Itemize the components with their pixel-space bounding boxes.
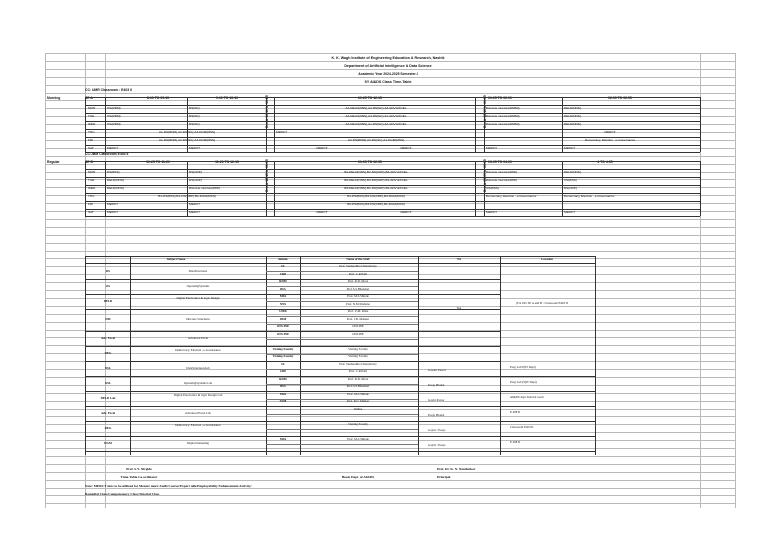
staff-initials: RDM	[279, 376, 287, 381]
day-cell: MON	[88, 106, 96, 110]
grid-line	[45, 93, 735, 94]
tt-row-border	[85, 161, 700, 162]
subject-name: Digital Electronics & logic Design Lab	[173, 393, 223, 397]
staff-name: Prof. U.M. Rane	[347, 309, 369, 313]
subject-name: DataStructures	[188, 268, 208, 273]
lecture-cell: DELD(NNS)	[564, 106, 581, 110]
lecture-cell: DS(CRP)	[189, 170, 202, 174]
lecture-cell: Democracy, Election , e-Governance	[486, 193, 537, 198]
department-name: Department of Artificial Intelligence & Data Science	[344, 64, 432, 68]
subject-code: DEG	[104, 426, 112, 430]
lecture-cell: A1-DS(RDM),A2-DS(SC),A3-DGM(MSS)	[158, 129, 216, 134]
lecture-cell: DELD(NNS)	[107, 177, 124, 182]
lab-ta: Pooja Phadol	[428, 383, 445, 387]
note-line-1: Note: MERCT slots to be utilized for Mentor meet/ Audit Course/Expert talk/Employability Enhancement Activity/	[85, 484, 252, 488]
lab-location: AI&DS dept Tutorial room	[510, 395, 544, 399]
subject-code: OSL	[104, 381, 112, 385]
principal-name: Prof. Dr. K. N. Nandurkar	[437, 467, 476, 471]
staff-divider	[266, 354, 418, 355]
subject-name: Advanced Excel Lab	[185, 411, 211, 415]
cc-label: CC: UMR Classroom : E403 II	[85, 88, 132, 92]
subject-code: DM	[105, 317, 111, 322]
staff-divider	[266, 324, 418, 325]
lab-cell: B2-DELD(NNS),B3-DS(CRP),B1-ADV EXCEL	[344, 177, 408, 182]
m-time-2: 9:10 TO 10:10	[216, 96, 238, 100]
staff-name: ONLINE	[352, 331, 364, 336]
lab-cell: MERCT	[400, 145, 412, 150]
subject-name: OperatingSystems	[186, 283, 210, 288]
staff-divider	[266, 414, 418, 415]
lecture-cell: A1-DS(RDM),A2-DS(SC),A3-DGM(MSS)	[158, 137, 216, 142]
grid-line	[45, 258, 735, 259]
grid-line	[45, 85, 735, 86]
subject-name: Digital Electronics & logic Design	[176, 295, 220, 300]
lab-ta: Gaytri / Pooja	[428, 443, 446, 447]
lab-cell: MERCT	[276, 129, 287, 134]
staff-name: Prof. C.R.Patil	[348, 271, 368, 276]
grid-line	[45, 100, 735, 101]
staff-initials: MSS	[279, 391, 287, 396]
staff-initials: SC	[281, 264, 285, 268]
staff-initials: Visiting Faculty	[272, 346, 294, 351]
staff-name: Prof.S.S.Bhandari	[346, 286, 370, 291]
grid-line	[45, 448, 735, 449]
staff-initials: JBM	[279, 316, 287, 321]
lecture-cell: MERCT	[189, 201, 200, 206]
staff-initials: MSS	[279, 436, 287, 441]
lecture-cell: Discrete stucture(RMMI)	[486, 113, 520, 118]
grid-line	[45, 243, 735, 244]
lecture-cell: OS(RDM)	[107, 121, 121, 126]
subject-name: Democracy, Election , e-Governance	[175, 423, 221, 427]
regular-division: SE B	[85, 160, 93, 164]
m-time-5: 02:00 TO 02:55	[608, 96, 632, 100]
staff-name: Prof. Sandeedhra Chakraborty	[339, 361, 377, 366]
lab-location: E 408 II	[510, 410, 521, 414]
tt-row-border	[85, 97, 700, 98]
subject-name: Democracy, Election , e-Governance	[175, 348, 221, 352]
subject-row-border	[85, 421, 595, 422]
morning-label: Morning	[47, 96, 61, 100]
lecture-cell: MERCT	[604, 129, 616, 134]
lecture-cell: OS(RDM)	[107, 106, 121, 110]
lecture-cell: DS(CRP)	[564, 185, 577, 190]
lab-location: Classroom E403 II	[510, 425, 534, 429]
lab-cell: MERCT	[400, 209, 412, 214]
grid-line	[45, 503, 735, 504]
staff-divider	[266, 399, 418, 400]
subject-name: Digital marketing	[187, 441, 209, 445]
staff-name: Prof.S.S.Bhandari	[346, 384, 370, 388]
grid-line	[45, 235, 735, 236]
lab-ta: Pooja Phadol	[428, 413, 445, 417]
hod-label: Head, Dept. of AI&DS	[341, 475, 375, 479]
morning-division: SE A	[85, 96, 93, 100]
lecture-cell: MERCT	[189, 145, 200, 150]
lecture-cell: MERCT	[564, 145, 575, 150]
break-label-2: Break 12:15 to 01:05	[483, 95, 487, 128]
lecture-cell: Discrete stucture(RMI)	[486, 177, 517, 182]
lab-cell: B1-DS(BSS),B2-DS(CRP),B3-DGM(MSS)	[347, 193, 405, 198]
grid-line	[45, 156, 735, 157]
theory-ta: NA	[456, 306, 462, 310]
lab-cell: MERCT	[316, 209, 328, 214]
tt-col-border	[700, 97, 701, 152]
lab-ta: Gayatri Pawar	[428, 368, 446, 372]
subject-col-border	[130, 256, 131, 455]
r-time-2: 11:20 TO 12:15	[215, 160, 239, 164]
grid-col	[735, 53, 736, 508]
grid-line	[45, 306, 735, 307]
lab-cell: A1-DELD(NNS),A2-DS(SC),A3-ADV EXCEL	[345, 106, 407, 110]
lecture-cell: MERCT	[107, 209, 118, 214]
coordinator-name: Prof. S.Y. Nirgide	[126, 467, 152, 471]
lab-cell: B1-DELD(NNS),B2-DS(CRP),B3-ADV EXCEL	[344, 170, 408, 174]
class-title: SY AI&DS Class Time-Table	[364, 80, 412, 84]
staff-initials: BSS	[280, 286, 286, 291]
subject-col-border	[500, 256, 501, 455]
staff-divider	[266, 369, 418, 370]
lecture-cell: DELD(NNS)	[564, 113, 581, 118]
break-label-1: Break 10:10 to 10:25	[265, 95, 269, 128]
staff-name: Visiting Faculty	[348, 354, 368, 358]
tt-row-border	[85, 145, 700, 146]
staff-divider	[266, 271, 418, 272]
lecture-cell: Discrete stucture(RMI)	[189, 185, 220, 190]
lecture-cell: OS(BSS)	[564, 177, 577, 182]
lecture-cell: DS(BSS)	[107, 170, 120, 174]
tt-row-border	[85, 209, 700, 210]
subject-row-border	[85, 294, 500, 295]
lecture-cell: Discrete stucture(RMMI)	[486, 121, 520, 126]
staff-name: Prof. R.D. More	[347, 279, 369, 283]
m-time-4: 01:05 TO 02:00	[488, 96, 512, 100]
day-cell: THU	[88, 129, 95, 134]
staff-name: Prof. N.M.Shahane	[346, 301, 370, 306]
grid-line	[45, 322, 735, 323]
note-line-2: Remedial Class/Compensatory Class/Tutorial Class	[85, 492, 160, 496]
staff-initials: CRP	[279, 271, 287, 276]
staff-name: ONLINE	[352, 324, 364, 328]
day-cell: TUE	[88, 177, 95, 182]
grid-line	[45, 432, 735, 433]
subject-name: DataStructuresLab	[186, 366, 210, 370]
r-time-5: 4 TO 4:55	[597, 160, 613, 164]
day-cell: FRI	[88, 201, 93, 206]
r-time-4: 03:05 TO 04:00	[488, 160, 512, 164]
r-time-3: 01:05 TO 02:55	[358, 160, 382, 164]
subject-row-border	[85, 306, 500, 310]
lecture-cell: B1-DS(BSS),B1-DS(CRP),B2-DGM(MSS)	[158, 193, 216, 198]
staff-initials: ONLINE	[276, 331, 290, 336]
grid-line	[45, 314, 735, 315]
lecture-cell: MERCT	[107, 145, 118, 150]
grid-col	[45, 53, 46, 508]
grid-line	[45, 266, 735, 267]
staff-initials: NJM	[279, 399, 287, 403]
tt-row-border	[85, 152, 700, 153]
staff-divider	[266, 316, 418, 317]
lab-cell: MERCT	[316, 145, 328, 150]
lecture-cell: DS(SC)	[189, 106, 200, 110]
subject-code: DGM	[104, 441, 112, 445]
staff-initials: Visiting Faculty	[272, 354, 294, 358]
staff-initials: RDM	[279, 279, 287, 283]
staff-name: Prof. C.R.Patil	[348, 369, 368, 373]
regular-cc: CC:JBM Classroom E403 II	[85, 152, 129, 156]
staff-divider	[266, 339, 418, 340]
hdr-ta: TA	[456, 257, 462, 261]
lecture-cell: DELD(NNS)	[564, 170, 581, 174]
subject-row-border	[85, 331, 500, 332]
subject-code: DS	[106, 268, 110, 273]
lecture-cell: MERCT	[486, 145, 497, 150]
subject-col-border	[418, 256, 419, 455]
hdr-subject: Subject Name	[166, 257, 186, 261]
day-cell: SAT	[88, 145, 94, 150]
grid-line	[45, 69, 735, 70]
lecture-cell: Democracy, Election , e-Governance	[564, 193, 615, 198]
break-label-4: Break 03:05 to 03:05	[483, 159, 487, 192]
staff-name: Visiting Faculty	[348, 346, 368, 351]
staff-name: Prof. M.S.Shinde	[347, 391, 369, 396]
staff-divider	[266, 286, 418, 287]
r-time-1: 10:25 TO 11:20	[146, 160, 170, 164]
principal-role: Principal	[437, 475, 451, 479]
lecture-cell: DELD(NNS)	[564, 121, 581, 126]
grid-line	[45, 393, 735, 394]
regular-label: Regular	[47, 160, 60, 164]
lecture-cell: Discrete stucture(RMMI)	[486, 106, 520, 110]
staff-name: Prof. M.S.Shinde	[347, 294, 369, 298]
hdr-staff: Name of the Staff	[346, 257, 370, 261]
grid-line	[45, 472, 735, 473]
staff-initials: BSS	[280, 384, 286, 388]
staff-divider	[266, 444, 418, 445]
lab-cell: B3-DELD(NNS),B1-DS(CRP),B2-ADV EXCEL	[344, 185, 408, 190]
staff-name: Prof. M.S.Shinde	[347, 436, 369, 441]
lecture-cell: DS(SC)	[189, 121, 200, 126]
lecture-cell: OS(RDM)	[107, 113, 121, 118]
staff-initials: ONLINE	[276, 324, 290, 328]
staff-name: Visiting Faculty	[348, 421, 368, 426]
grid-line	[45, 251, 735, 252]
day-cell: FRI	[88, 137, 93, 142]
tt-row-border	[85, 216, 700, 217]
lab-cell: A3-DELD(NNS),A1-DS(SC),A2-ADV EXCEL	[345, 121, 407, 126]
theory-location: (For Div SE A and B : Classroom E403 II	[516, 301, 568, 305]
subject-code: DEG	[104, 351, 112, 355]
staff-initials: MSS	[279, 294, 287, 298]
grid-line	[45, 219, 735, 220]
day-cell: SAT	[88, 209, 94, 214]
subject-row-border	[85, 451, 595, 452]
day-cell: TUE	[88, 113, 95, 118]
grid-line	[45, 480, 735, 481]
day-cell: THU	[88, 193, 95, 198]
subject-row-border	[85, 436, 595, 437]
staff-name: Prof. M.J. Mulkar	[346, 399, 370, 403]
grid-line	[45, 211, 735, 212]
subject-col-border	[85, 256, 86, 455]
lecture-cell: Discrete stucture(RMI)	[486, 170, 517, 174]
staff-divider	[266, 429, 418, 430]
lecture-cell: OS(BSS)	[486, 185, 499, 190]
lab-cell: B2-DS(BSS),B3-DS(CRP),B1-DGM(MSS)	[347, 201, 405, 206]
lab-location: E 408 II	[510, 440, 521, 444]
subject-row-border	[85, 391, 595, 392]
subject-code: Adv. Excel	[100, 411, 116, 415]
tt-col-border	[700, 161, 701, 216]
subject-name: OperatingSystems Lab	[183, 381, 213, 385]
staff-name: Prof. J.B. Mankar	[346, 316, 370, 321]
subject-name: Discrete Structures	[186, 317, 210, 322]
staff-divider	[266, 384, 418, 385]
subject-row-border	[85, 361, 500, 362]
staff-name: Online	[353, 406, 363, 411]
staff-initials: SC	[281, 361, 285, 366]
lab-cell: A2-DS(RDM),A3-DS(SC),A1-DGM(MSS)	[347, 137, 405, 142]
grid-line	[45, 385, 735, 386]
academic-year: Academic Year 2024-2025 Semester-I	[358, 72, 418, 76]
staff-name: Prof. R.D. More	[347, 376, 369, 381]
grid-line	[45, 77, 735, 78]
lecture-cell: MERCT	[564, 209, 575, 214]
hdr-location: Location	[541, 257, 553, 261]
day-cell: WED	[88, 185, 96, 190]
subject-name: Advanced Excel	[187, 336, 209, 340]
break-label-3: Break 12:15 to 01:05	[265, 159, 269, 192]
m-time-1: 8:10 TO 09:10	[147, 96, 169, 100]
subject-code: Adv. Excel	[100, 336, 116, 340]
lecture-cell: DS(CRP)	[189, 177, 202, 182]
subject-row-border	[85, 406, 595, 407]
subject-col-border	[595, 256, 596, 455]
staff-initials: UMR	[279, 309, 287, 313]
subject-row-border	[85, 256, 595, 257]
grid-line	[45, 377, 735, 378]
lab-ta: Gaytri / Pooja	[428, 428, 446, 432]
staff-divider	[266, 301, 418, 302]
grid-line	[45, 61, 735, 62]
lab-cell: A2-DELD(NNS),A3-DS(SC),A1-ADV EXCEL	[345, 113, 407, 118]
subject-row-border	[85, 279, 500, 280]
grid-line	[45, 53, 735, 54]
staff-initials: NNS	[279, 301, 287, 306]
grid-line	[45, 456, 735, 457]
subject-code: DELD Lab	[100, 396, 116, 400]
lecture-cell: DS(SC)	[189, 113, 200, 118]
grid-line	[45, 227, 735, 228]
grid-line	[45, 464, 735, 465]
lecture-cell: DELD(NNS)	[107, 185, 124, 190]
lab-ta: Gaytri Pawar	[428, 398, 445, 402]
lecture-cell: MERCT	[189, 209, 200, 214]
staff-name: Prof. Sandeedhra Chakraborty	[339, 264, 377, 268]
subject-code: DELD	[103, 298, 113, 303]
coordinator-role: Time-Table Co-ordinator	[120, 475, 158, 479]
subject-code: DSL	[104, 366, 112, 370]
m-time-3: 10:25 TO 12:15	[358, 96, 382, 100]
institute-name: K. K. Wagh Institute of Engineering Education & Research, Nashik	[331, 56, 445, 60]
hdr-initials: Initials	[278, 257, 288, 261]
lecture-cell: MERCT	[486, 209, 497, 214]
lab-location: Prog Lab (S(IT Dept)	[510, 380, 537, 384]
subject-row-border	[85, 376, 595, 377]
day-cell: WED	[88, 121, 96, 126]
subject-code: OS	[105, 283, 111, 288]
lecture-cell: Democracy, Election , e-Governance	[584, 137, 636, 142]
day-cell: MON	[88, 170, 96, 174]
lab-location: Prog Lab E(IT Dept)	[510, 365, 536, 369]
lecture-cell: MERCT	[107, 201, 118, 206]
staff-initials: CRP	[279, 369, 287, 373]
